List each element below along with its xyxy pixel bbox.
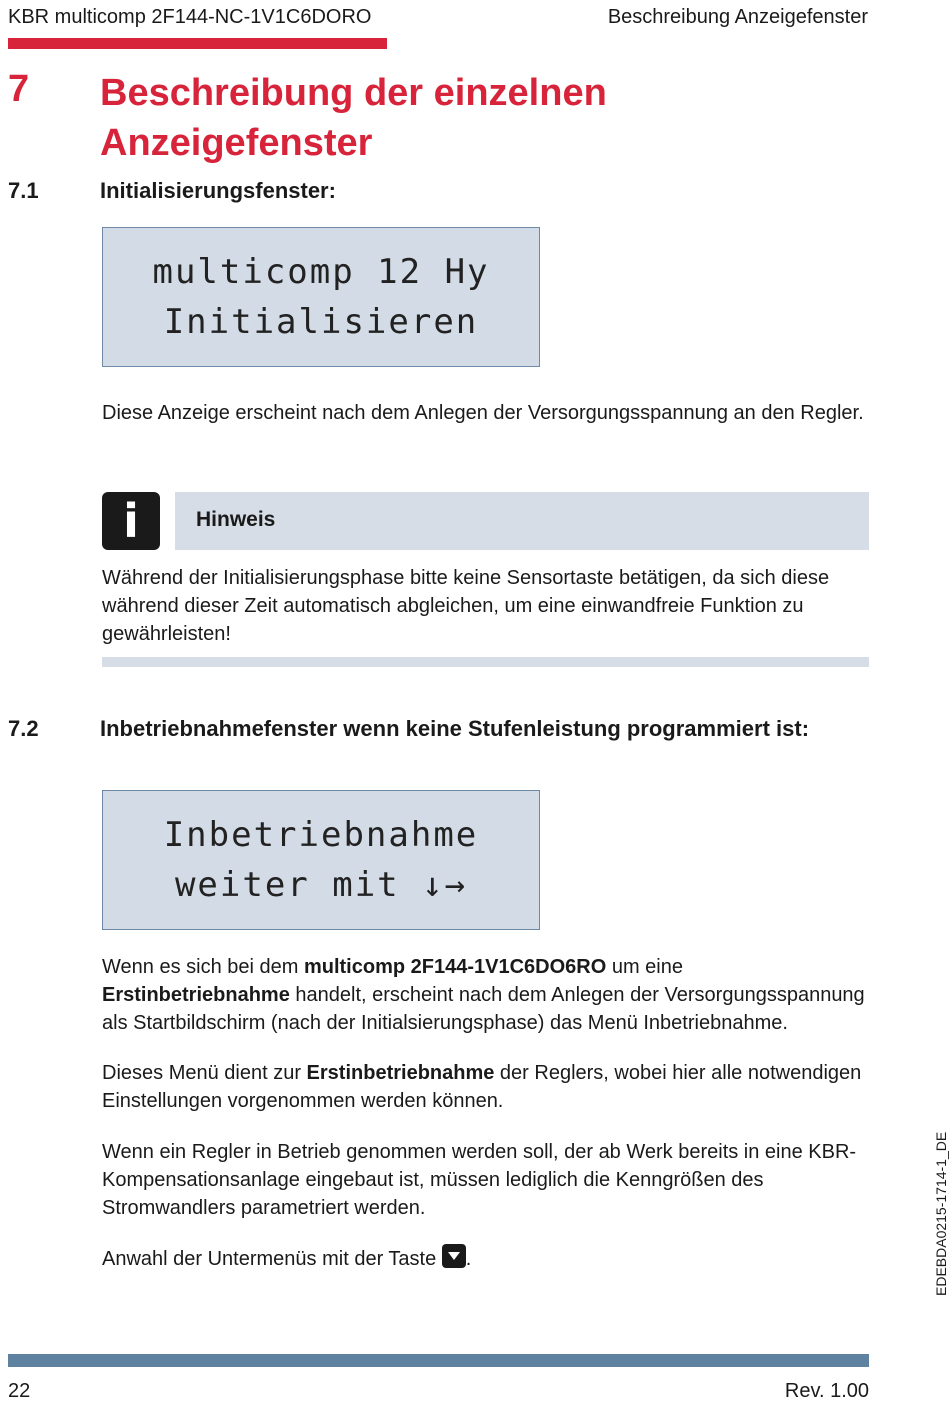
term-erstinbetriebnahme: Erstinbetriebnahme [306,1062,495,1084]
document-code-vertical: EDEBDA0215-1714-1_DE [933,1131,949,1296]
note-header-bar [175,492,869,550]
info-icon: i [102,492,160,550]
lcd-line-2: weiter mit ↓→ [174,865,468,905]
lcd-line-1: multicomp 12 Hy [152,252,490,292]
note-text: Während der Initialisierungsphase bitte keine Sensortaste betätigen, da sich diese während dieser Zeit automatisch abgleichen, um eine einwandfreie Funktion zu gewährleisten! [102,567,830,645]
section-title-7-1: Initialisierungsfenster: [100,178,336,203]
page-number: 22 [8,1380,31,1402]
chapter-number: 7 [8,68,30,110]
paragraph-first-commissioning: Wenn es sich bei dem multicomp 2F144-1V1C6DO6RO um eine Erstinbetriebnahme handelt, erscheint nach dem Anlegen der Versorgungsspannung als Startbildschirm (nach der Initialsierungsphase) das Menü Inbetriebnahme. [102,956,865,1034]
paragraph-factory-installed: Wenn ein Regler in Betrieb genommen werden soll, der ab Werk bereits in eine KBR- Kompensationsanlage eingebaut ist, müssen lediglich die Kenngrößen des Stromwandlers parametriert werden. [102,1141,857,1219]
chapter-title-line1: Beschreibung der einzelnen [100,72,607,114]
footer-bar [8,1354,869,1367]
lcd-line-1: Inbetriebnahme [163,815,479,855]
header-accent-bar [8,38,387,49]
section-number-7-1: 7.1 [8,178,39,203]
term-erstinbetriebnahme: Erstinbetriebnahme [102,984,290,1006]
arrow-down-key-icon [442,1244,466,1268]
header-section-title: Beschreibung Anzeigefenster [607,6,868,28]
header-doc-title: KBR multicomp 2F144-NC-1V1C6DORO [8,6,372,28]
paragraph-init: Diese Anzeige erscheint nach dem Anlegen der Versorgungsspannung an den Regler. [102,402,864,424]
product-name: multicomp 2F144-1V1C6DO6RO [303,956,607,978]
lcd-line-2: Initialisieren [163,302,479,342]
section-title-7-2: Inbetriebnahmefenster wenn keine Stufenleistung programmiert ist: [100,716,810,741]
note-bottom-line [102,657,869,667]
chapter-title-line2: Anzeigefenster [100,122,373,164]
section-number-7-2: 7.2 [8,716,39,741]
lcd-display-init [102,227,540,367]
lcd-display-commissioning [102,790,540,930]
revision: Rev. 1.00 [784,1380,869,1402]
paragraph-menu-purpose: Dieses Menü dient zur Erstinbetriebnahme der Reglers, wobei hier alle notwendigen Einstellungen vorgenommen werden können. [102,1062,862,1112]
chapter-title [100,68,800,168]
paragraph-submenu-selection: Anwahl der Untermenüs mit der Taste . [102,1244,872,1273]
note-title: Hinweis [196,508,276,531]
